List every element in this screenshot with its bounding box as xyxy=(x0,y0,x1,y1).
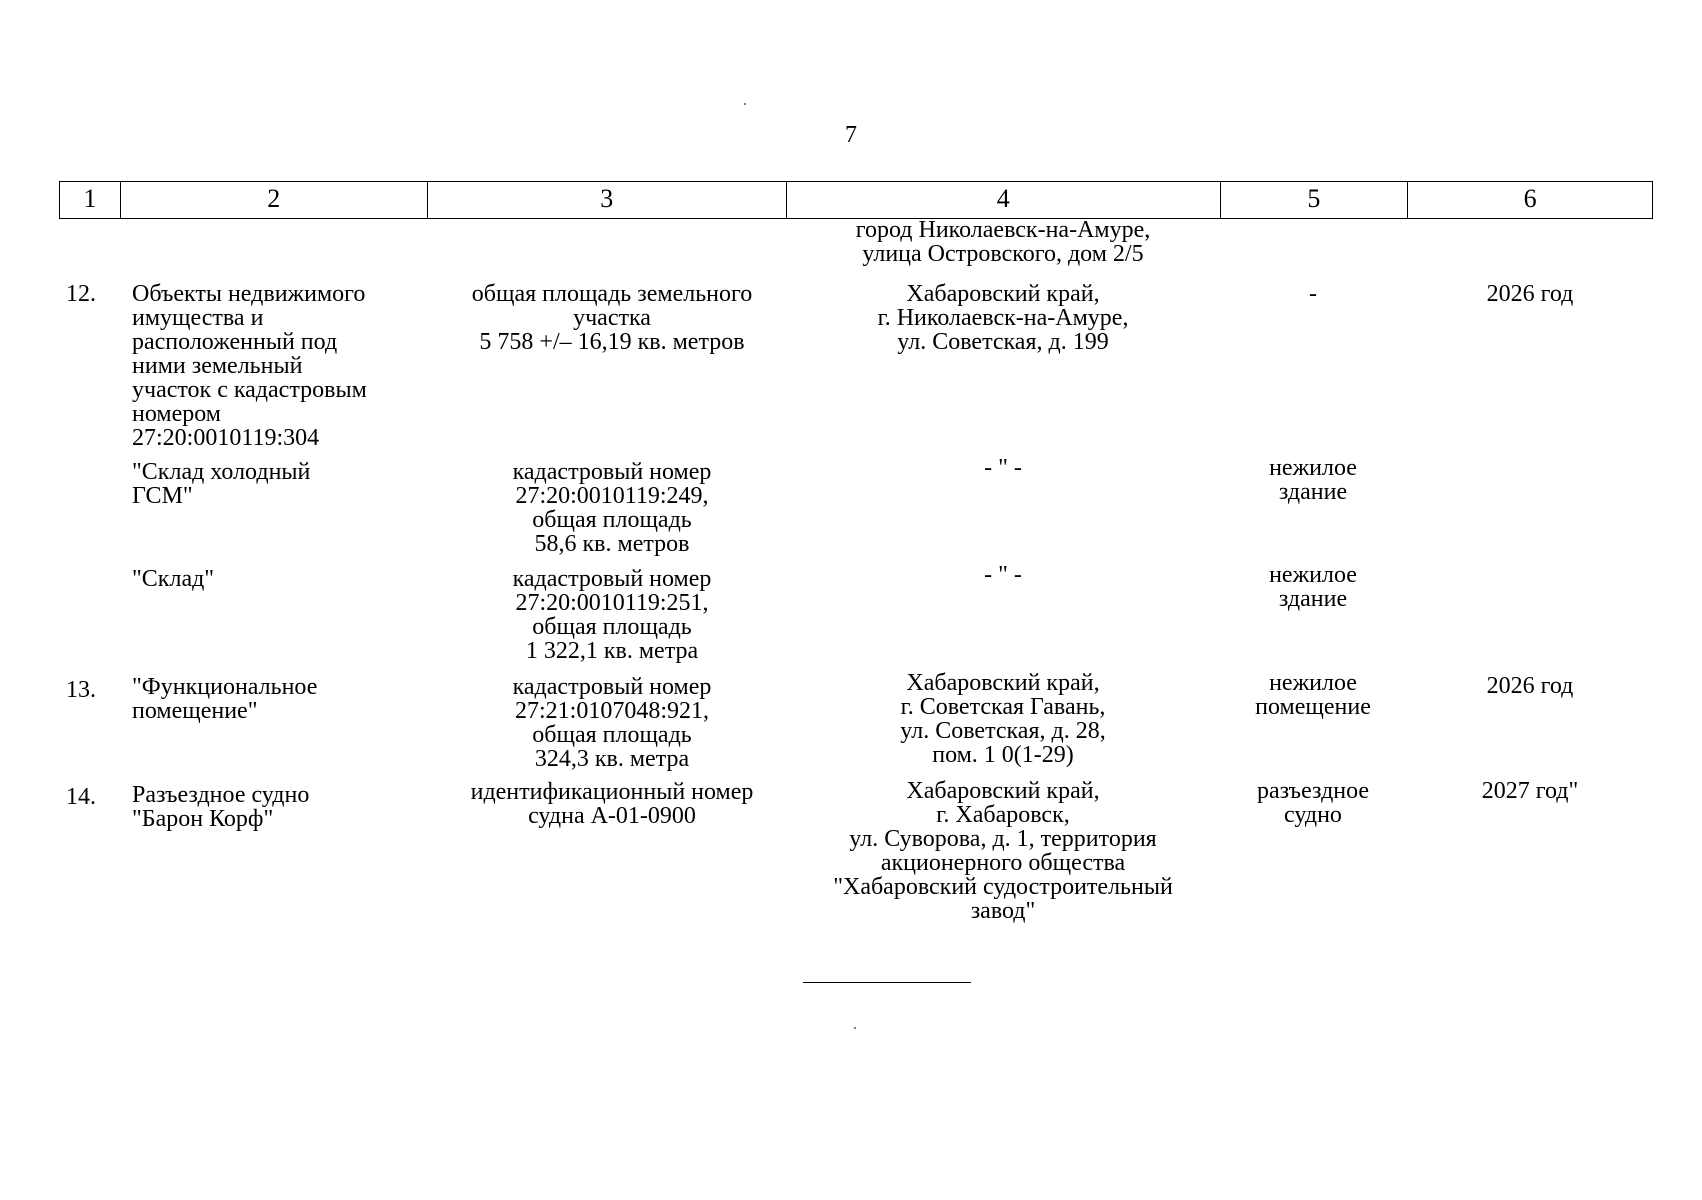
continuation-address xyxy=(787,218,1219,266)
row-13-address xyxy=(787,671,1219,767)
row-13-details xyxy=(432,675,792,771)
text-line: 324,3 кв. метра xyxy=(534,746,690,772)
row-12-year xyxy=(1407,282,1653,306)
row-12a-details xyxy=(432,460,792,556)
text-line: акционерного общества xyxy=(880,850,1126,876)
text-line: "Функциональное xyxy=(132,674,318,700)
text-line: ними земельный xyxy=(132,353,303,379)
text-line: Разъездное судно xyxy=(132,782,310,808)
row-12-details xyxy=(432,282,792,354)
text-line: разъездное xyxy=(1256,778,1370,804)
text-line: 1 322,1 кв. метра xyxy=(525,638,699,664)
text-line: Хабаровский край, xyxy=(906,670,1100,696)
row-12b-address xyxy=(787,563,1219,587)
text-line: судна А-01-0900 xyxy=(528,803,696,829)
text-line: - " - xyxy=(984,455,1022,481)
text-line: кадастровый номер xyxy=(512,566,712,592)
text-line: "Хабаровский судостроительный xyxy=(833,874,1173,900)
text-line: участок с кадастровым xyxy=(132,377,367,403)
text-line: здание xyxy=(1278,586,1348,612)
text-line: расположенный под xyxy=(132,329,338,355)
row-12-number: 12. xyxy=(66,281,96,307)
text-line: улица Островского, дом 2/5 xyxy=(862,241,1144,267)
row-13-type xyxy=(1219,671,1407,719)
text-line: 5 758 +/– 16,19 кв. метров xyxy=(479,329,745,355)
text-line: г. Николаевск-на-Амуре, xyxy=(877,305,1129,331)
text-line: 2026 год xyxy=(1486,673,1574,699)
text-line: "Склад" xyxy=(132,566,215,592)
text-line: ГСМ" xyxy=(132,483,193,509)
row-12-type xyxy=(1219,282,1407,306)
text-line: "Склад холодный xyxy=(132,459,311,485)
row-12a-type xyxy=(1219,456,1407,504)
text-line: ул. Советская, д. 28, xyxy=(900,718,1106,744)
scan-speck xyxy=(854,1027,856,1029)
text-line: нежилое xyxy=(1269,562,1357,588)
row-13-number: 13. xyxy=(66,677,96,703)
text-line: номером xyxy=(132,401,221,427)
page-number: 7 xyxy=(845,122,857,148)
text-line: завод" xyxy=(970,898,1036,924)
row-12-name xyxy=(132,282,432,450)
text-line: общая площадь земельного xyxy=(471,281,753,307)
text-line: Хабаровский край, xyxy=(906,778,1100,804)
text-line: 27:20:0010119:249, xyxy=(515,483,709,509)
row-12b-type xyxy=(1219,563,1407,611)
text-line: 27:21:0107048:921, xyxy=(514,698,709,724)
text-line: г. Советская Гавань, xyxy=(900,694,1106,720)
text-line: - " - xyxy=(984,562,1022,588)
text-line: 2026 год xyxy=(1486,281,1574,307)
text-line: общая площадь xyxy=(532,614,692,640)
row-12b-name xyxy=(132,567,432,591)
text-line: 27:20:0010119:251, xyxy=(515,590,709,616)
text-line: общая площадь xyxy=(532,722,692,748)
row-14-year xyxy=(1407,779,1653,803)
row-12b-details xyxy=(432,567,792,663)
row-14-name xyxy=(132,783,432,831)
text-line: имущества и xyxy=(132,305,264,331)
row-12a-name xyxy=(132,460,432,508)
text-line: 58,6 кв. метров xyxy=(534,531,690,557)
header-col-4: 4 xyxy=(787,182,1220,218)
row-14-type xyxy=(1219,779,1407,827)
text-line: нежилое xyxy=(1269,670,1357,696)
text-line: ул. Суворова, д. 1, территория xyxy=(849,826,1157,852)
text-line: участка xyxy=(573,305,651,331)
text-line: пом. 1 0(1-29) xyxy=(932,742,1074,768)
header-col-3: 3 xyxy=(428,182,788,218)
scan-speck xyxy=(744,103,746,105)
text-line: кадастровый номер xyxy=(512,674,712,700)
row-13-year xyxy=(1407,674,1653,698)
row-13-name xyxy=(132,675,432,723)
text-line: судно xyxy=(1284,802,1342,828)
text-line: город Николаевск-на-Амуре, xyxy=(855,217,1151,243)
text-line: помещение" xyxy=(132,698,258,724)
row-14-address xyxy=(787,779,1219,923)
row-12-address xyxy=(787,282,1219,354)
text-line: 27:20:0010119:304 xyxy=(132,425,320,451)
header-col-5: 5 xyxy=(1221,182,1409,218)
table-header-row xyxy=(59,181,1653,219)
row-14-details xyxy=(432,780,792,828)
text-line: ул. Советская, д. 199 xyxy=(897,329,1109,355)
text-line: г. Хабаровск, xyxy=(936,802,1070,828)
header-col-1: 1 xyxy=(60,182,121,218)
text-line: помещение xyxy=(1255,694,1371,720)
row-14-number: 14. xyxy=(66,784,96,810)
text-line: "Барон Корф" xyxy=(132,806,274,832)
text-line: кадастровый номер xyxy=(512,459,712,485)
text-line: Хабаровский край, xyxy=(906,281,1100,307)
text-line: - xyxy=(1309,281,1317,307)
text-line: общая площадь xyxy=(532,507,692,533)
text-line: Объекты недвижимого xyxy=(132,281,366,307)
text-line: здание xyxy=(1278,479,1348,505)
text-line: идентификационный номер xyxy=(470,779,754,805)
header-col-6: 6 xyxy=(1523,184,1537,213)
text-line: 2027 год" xyxy=(1481,778,1579,804)
row-12a-address xyxy=(787,456,1219,480)
header-col-2: 2 xyxy=(121,182,428,218)
closing-rule xyxy=(803,982,971,983)
text-line: нежилое xyxy=(1269,455,1357,481)
